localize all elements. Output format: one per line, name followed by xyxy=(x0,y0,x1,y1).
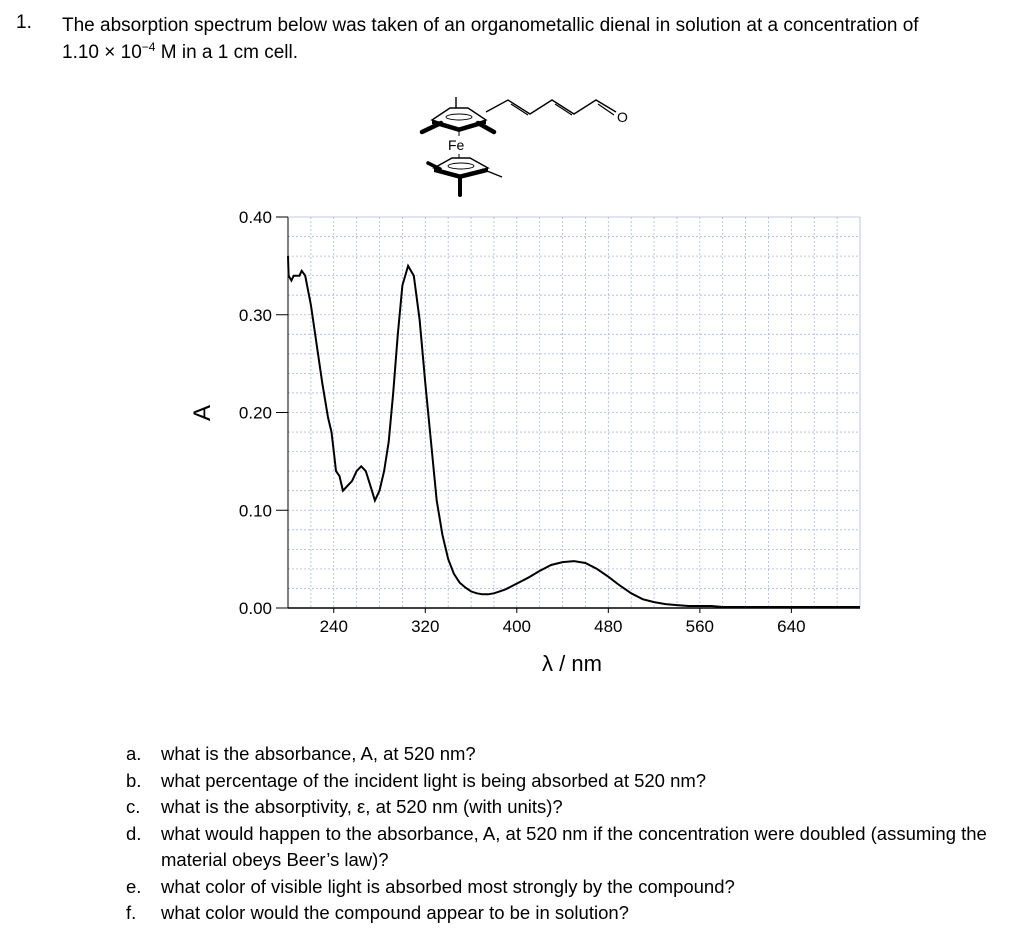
y-tick-label: 0.40 xyxy=(238,208,272,227)
upper-cp-ring xyxy=(422,97,494,136)
question-part-e xyxy=(126,874,1006,901)
y-tick-label: 0.10 xyxy=(238,501,272,521)
y-tick-label: 0.30 xyxy=(238,305,272,325)
question-number: 1. xyxy=(16,12,32,33)
oxygen-label: O xyxy=(617,109,628,125)
x-axis-label: λ / nm xyxy=(542,651,602,676)
x-tick-label: 320 xyxy=(411,617,440,636)
concentration-base: 1.10 × 10 xyxy=(62,42,142,63)
part-letter: f. xyxy=(126,902,137,923)
dienal-double-bonds-2 xyxy=(555,104,572,115)
part-text: what is the absorptivity, ε, at 520 nm (with units)? xyxy=(161,796,563,817)
y-axis-label: A xyxy=(189,404,216,422)
part-letter: c. xyxy=(126,796,141,817)
question-part-a xyxy=(126,741,1006,768)
iron-label: Fe xyxy=(448,137,465,153)
part-text: what would happen to the absorbance, A, at 520 nm if the concentration were doubled (assuming the material obeys Beer’s law)? xyxy=(161,822,987,870)
plot-axes xyxy=(276,217,860,613)
part-letter: d. xyxy=(126,822,142,844)
tick-labels xyxy=(239,208,806,636)
x-tick-label: 640 xyxy=(777,617,806,636)
dienal-double-bonds xyxy=(511,104,528,115)
question-stem xyxy=(62,12,1012,66)
concentration-tail: M in a 1 cm cell. xyxy=(155,42,299,63)
x-tick-label: 560 xyxy=(685,617,715,636)
question-part-f xyxy=(126,900,1006,927)
part-text: what color of visible light is absorbed most strongly by the compound? xyxy=(161,875,735,897)
part-text: what percentage of the incident light is being absorbed at 520 nm? xyxy=(161,769,707,791)
x-tick-label: 240 xyxy=(319,617,348,636)
spectrum-line xyxy=(288,256,860,607)
part-text: what color would the compound appear to be in solution? xyxy=(161,902,629,923)
question-part-d xyxy=(126,821,1006,874)
part-letter: b. xyxy=(126,769,142,791)
plot-grid xyxy=(288,217,860,608)
molecule-structure xyxy=(410,94,650,204)
y-tick-label: 0.00 xyxy=(238,599,272,618)
part-letter: a. xyxy=(126,743,142,764)
dienal-chain xyxy=(486,100,616,114)
question-parts xyxy=(126,741,1006,927)
part-text: what is the absorbance, A, at 520 nm? xyxy=(161,743,476,764)
question-part-b xyxy=(126,768,1006,795)
lower-cp-ring xyxy=(428,158,502,195)
part-letter: e. xyxy=(126,875,142,897)
absorption-spectrum-chart xyxy=(180,200,880,680)
y-tick-label: 0.20 xyxy=(238,403,272,423)
question-part-c xyxy=(126,794,1006,821)
x-tick-label: 480 xyxy=(594,617,623,636)
x-tick-label: 400 xyxy=(502,617,531,636)
concentration-exponent: −4 xyxy=(141,40,156,54)
question-stem-text: The absorption spectrum below was taken of an organometallic dienal in solution at a concentration of xyxy=(62,15,919,36)
